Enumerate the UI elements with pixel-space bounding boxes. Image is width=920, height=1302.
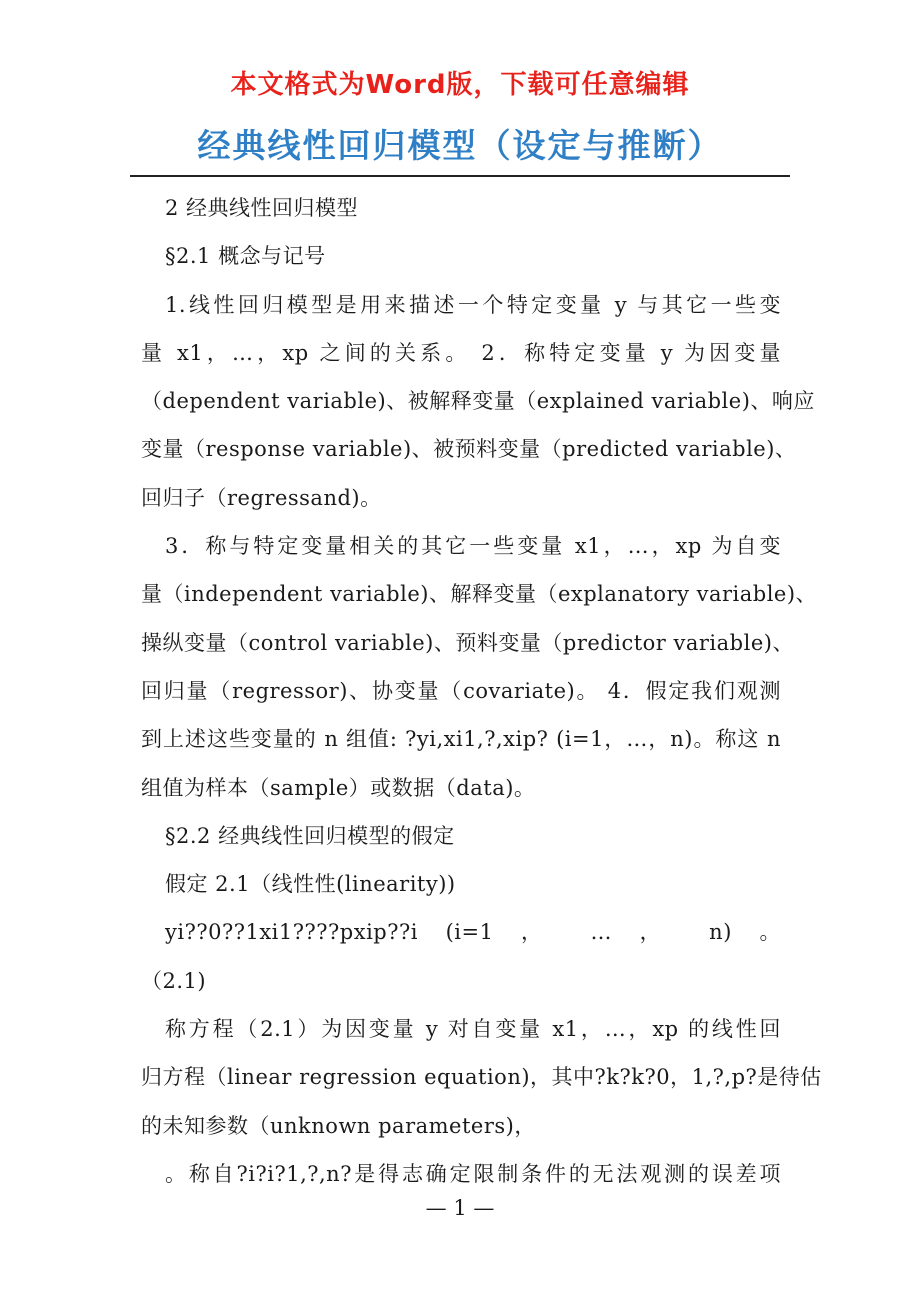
paragraph-line: 变量（response variable)、被预料变量（predicted variable)、: [141, 437, 797, 462]
paragraph-line: 到上述这些变量的 n 组值: ?yi,xi1,?,xip? (i=1，…，n)。称这 n: [141, 727, 781, 752]
paragraph-line: 。称自?i?i?1,?,n?是得志确定限制条件的无法观测的误差项: [165, 1161, 781, 1186]
chapter-heading: 2 经典线性回归模型: [165, 196, 359, 220]
paragraph-line: 回归子（regressand)。: [141, 485, 382, 510]
paragraph-line: 3．称与特定变量相关的其它一些变量 x1，…，xp 为自变: [165, 534, 781, 559]
paragraph-line: 归方程（linear regression equation)，其中?k?k?0，1,?,p?是待估: [141, 1065, 822, 1090]
paragraph-line: 的未知参数（unknown parameters)，: [141, 1113, 536, 1138]
paragraph-line: （dependent variable)、被解释变量（explained variable)、响应: [141, 389, 815, 414]
paragraph-line: 回归量（regressor)、协变量（covariate)。 4．假定我们观测: [141, 678, 781, 703]
equation-line: yi??0??1xi1????pxip??i (i=1 ， … ， n) 。: [165, 920, 781, 945]
page-number: — 1 —: [425, 1196, 495, 1220]
paragraph-line: 1.线性回归模型是用来描述一个特定变量 y 与其它一些变: [165, 292, 781, 317]
title-divider: [130, 175, 790, 177]
document-body: [141, 184, 822, 1198]
paragraph-line: 操纵变量（control variable)、预料变量（predictor variable)、: [141, 630, 794, 655]
assumption-heading: 假定 2.1（线性性(linearity)): [165, 872, 456, 897]
section-heading: §2.1 概念与记号: [165, 244, 326, 269]
paragraph-line: 量（independent variable)、解释变量（explanatory variable)、: [141, 582, 818, 607]
equation-number: （2.1): [141, 968, 207, 993]
document-title: 经典线性回归模型（设定与推断）: [197, 126, 723, 165]
paragraph-line: 组值为样本（sample）或数据（data)。: [141, 775, 536, 800]
paragraph-line: 称方程（2.1）为因变量 y 对自变量 x1，…，xp 的线性回: [165, 1017, 781, 1042]
section-heading: §2.2 经典线性回归模型的假定: [165, 823, 455, 848]
paragraph-line: 量 x1，…，xp 之间的关系。 2．称特定变量 y 为因变量: [141, 340, 781, 365]
download-banner: 本文格式为Word版，下载可任意编辑: [230, 70, 690, 100]
